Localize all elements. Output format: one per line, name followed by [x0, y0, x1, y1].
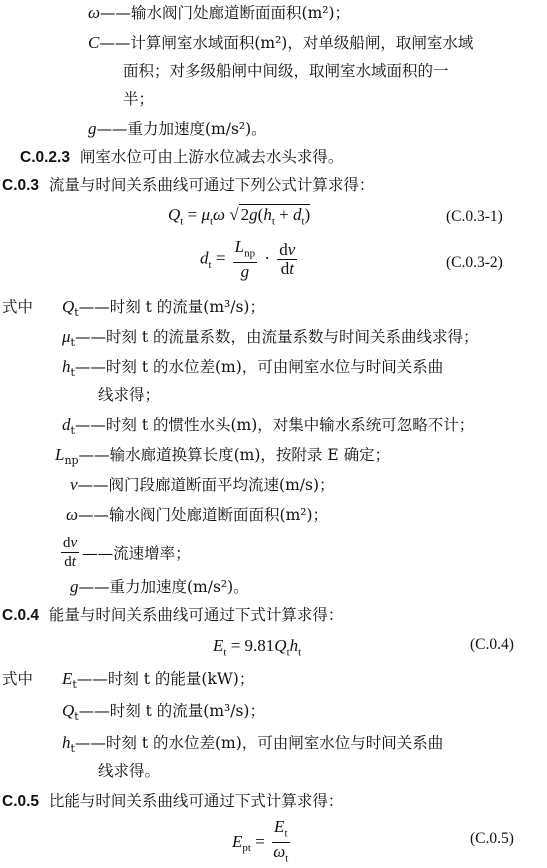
def-c: C——计算闸室水域面积(m²)，对单级船闸，取闸室水域 — [88, 33, 474, 52]
def-qt: $Q_t——$时刻 t 的流量(m³/s)； — [62, 297, 265, 320]
section-c03: C.0.3 流量与时间关系曲线可通过下列公式计算求得： — [2, 176, 375, 194]
shizhong-label: 式中 — [2, 670, 34, 688]
def-ht-2-cont: 线求得。 — [98, 762, 161, 780]
def-omega: ω——输水阀门处廊道断面面积(m²)； — [66, 505, 329, 524]
def-c-cont2: 半； — [123, 90, 155, 108]
equation-c03-2: $d_t$ = $\frac{L_{np}}{g}$ · $\frac{dv}{dt}$ — [200, 237, 296, 282]
def-lnp: $L_{np}——$输水廊道换算长度(m)，按附录 E 确定； — [55, 445, 391, 468]
equation-tag: (C.0.5) — [470, 830, 514, 847]
def-dvdt: $\frac{dv}{dt}$ ——流速增率； — [63, 535, 191, 570]
equation-tag: (C.0.3-1) — [446, 208, 503, 225]
def-c-cont1: 面积；对多级船闸中间级，取闸室水域面积的一 — [123, 62, 449, 80]
equation-c03-1: $Q_t = \mu_t\omega$ √ $2g(h_t + d_t)$ — [168, 205, 311, 228]
def-g-top: g——重力加速度(m/s²)。 — [88, 119, 267, 138]
shizhong-label: 式中 — [2, 298, 34, 316]
equation-c04: $E_t = 9.81Q_th_t$ — [213, 636, 302, 659]
def-mut: $\mu_t——$时刻 t 的流量系数，由流量系数与时间关系曲线求得； — [62, 327, 479, 350]
def-g: g——重力加速度(m/s²)。 — [70, 577, 249, 596]
section-c05: C.0.5 比能与时间关系曲线可通过下式计算求得： — [2, 792, 344, 810]
def-et: $E_t——$时刻 t 的能量(kW)； — [62, 669, 255, 692]
equation-c05: $E_{pt}$ = $\frac{E_t}{\omega_t}$ — [232, 817, 289, 865]
section-c023: C.0.2.3 闸室水位可由上游水位减去水头求得。 — [20, 148, 344, 166]
def-qt-2: $Q_t——$时刻 t 的流量(m³/s)； — [62, 701, 265, 724]
def-omega-top: ω——输水阀门处廊道断面面积(m²)； — [88, 3, 351, 22]
def-v: v——阀门段廊道断面平均流速(m/s)； — [70, 475, 335, 494]
def-ht-2: $h_t——$时刻 t 的水位差(m)，可由闸室水位与时间关系曲 — [62, 733, 444, 756]
def-dt: $d_t——$时刻 t 的惯性水头(m)，对集中输水系统可忽略不计； — [62, 415, 475, 438]
def-ht-cont: 线求得； — [98, 386, 161, 404]
equation-tag: (C.0.4) — [470, 636, 514, 653]
section-c04: C.0.4 能量与时间关系曲线可通过下式计算求得： — [2, 606, 344, 624]
equation-tag: (C.0.3-2) — [446, 254, 503, 271]
def-ht: $h_t——$时刻 t 的水位差(m)，可由闸室水位与时间关系曲 — [62, 357, 444, 380]
